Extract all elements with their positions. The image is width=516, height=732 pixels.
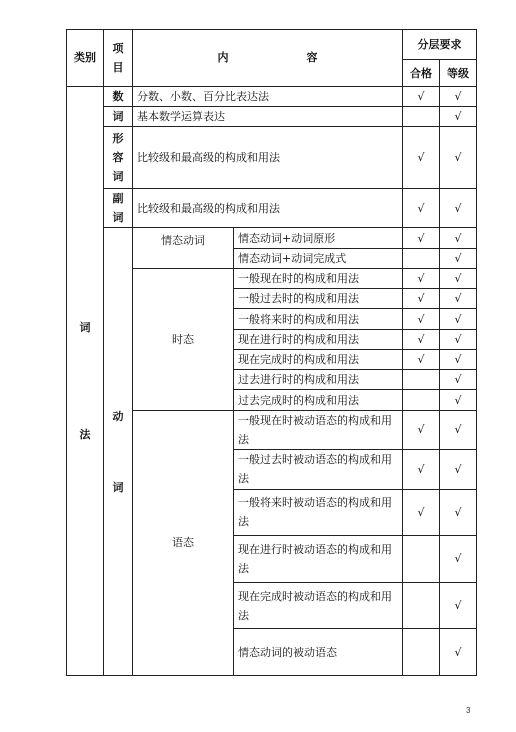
row-pass: √ bbox=[403, 329, 440, 349]
row-grade: √ bbox=[440, 582, 477, 629]
header-category: 类别 bbox=[67, 30, 104, 87]
row-grade: √ bbox=[440, 268, 477, 288]
row-content: 一般现在时的构成和用法 bbox=[234, 268, 403, 288]
row-content: 过去完成时的构成和用法 bbox=[234, 390, 403, 410]
header-pass: 合格 bbox=[403, 60, 440, 86]
row-grade: √ bbox=[440, 309, 477, 329]
row-content: 现在进行时被动语态的构成和用法 bbox=[234, 536, 403, 583]
item-verb bbox=[104, 228, 133, 676]
item-adjective-char-3: 词 bbox=[112, 170, 124, 184]
row-content: 比较级和最高级的构成和用法 bbox=[133, 188, 403, 227]
row-content: 过去进行时的构成和用法 bbox=[234, 370, 403, 390]
row-grade: √ bbox=[440, 329, 477, 349]
row-grade: √ bbox=[440, 349, 477, 369]
row-grade: √ bbox=[440, 127, 477, 189]
row-content: 一般过去时的构成和用法 bbox=[234, 289, 403, 309]
subgroup-voice: 语态 bbox=[133, 410, 234, 675]
item-adverb bbox=[104, 188, 133, 227]
subgroup-modal: 情态动词 bbox=[133, 228, 234, 269]
item-adjective-char-1: 形 bbox=[112, 132, 124, 146]
row-grade: √ bbox=[440, 188, 477, 227]
row-pass bbox=[403, 582, 440, 629]
row-pass bbox=[403, 106, 440, 126]
row-pass: √ bbox=[403, 450, 440, 489]
row-pass: √ bbox=[403, 228, 440, 248]
row-grade: √ bbox=[440, 629, 477, 676]
row-grade: √ bbox=[440, 450, 477, 489]
item-numeral-1: 数 bbox=[104, 86, 133, 106]
category-char-1: 词 bbox=[79, 320, 91, 334]
row-pass: √ bbox=[403, 289, 440, 309]
row-pass: √ bbox=[403, 489, 440, 536]
row-grade: √ bbox=[440, 536, 477, 583]
item-adverb-char-1: 副 bbox=[112, 192, 124, 206]
row-grade: √ bbox=[440, 370, 477, 390]
item-verb-char-1: 动 bbox=[112, 409, 124, 423]
page-number: 3 bbox=[466, 706, 471, 715]
row-grade: √ bbox=[440, 248, 477, 268]
row-content: 情态动词的被动语态 bbox=[234, 629, 403, 676]
header-item-char-1: 项 bbox=[112, 41, 124, 55]
row-grade: √ bbox=[440, 489, 477, 536]
row-pass: √ bbox=[403, 410, 440, 449]
row-pass: √ bbox=[403, 309, 440, 329]
category-cell bbox=[67, 86, 104, 675]
item-numeral-2: 词 bbox=[104, 106, 133, 126]
header-item-char-2: 目 bbox=[112, 60, 124, 74]
row-content: 现在完成时被动语态的构成和用法 bbox=[234, 582, 403, 629]
row-content: 情态动词+动词完成式 bbox=[234, 248, 403, 268]
header-item bbox=[104, 30, 133, 87]
row-pass: √ bbox=[403, 188, 440, 227]
row-content: 分数、小数、百分比表达法 bbox=[133, 86, 403, 106]
row-pass bbox=[403, 629, 440, 676]
row-pass: √ bbox=[403, 268, 440, 288]
row-pass: √ bbox=[403, 86, 440, 106]
row-grade: √ bbox=[440, 410, 477, 449]
row-content: 现在完成时的构成和用法 bbox=[234, 349, 403, 369]
row-grade: √ bbox=[440, 86, 477, 106]
item-adverb-char-2: 词 bbox=[112, 211, 124, 225]
row-content: 一般将来时的构成和用法 bbox=[234, 309, 403, 329]
row-pass: √ bbox=[403, 127, 440, 189]
row-content: 一般现在时被动语态的构成和用法 bbox=[234, 410, 403, 449]
row-content: 基本数学运算表达 bbox=[133, 106, 403, 126]
row-pass: √ bbox=[403, 349, 440, 369]
row-grade: √ bbox=[440, 228, 477, 248]
subgroup-tense: 时态 bbox=[133, 268, 234, 410]
header-content-char-1: 内 bbox=[217, 51, 229, 65]
row-content: 现在进行时的构成和用法 bbox=[234, 329, 403, 349]
item-verb-char-2: 词 bbox=[112, 480, 124, 494]
row-content: 一般过去时被动语态的构成和用法 bbox=[234, 450, 403, 489]
item-adjective-char-2: 容 bbox=[112, 151, 124, 165]
row-pass bbox=[403, 390, 440, 410]
row-content: 情态动词+动词原形 bbox=[234, 228, 403, 248]
row-content: 一般将来时被动语态的构成和用法 bbox=[234, 489, 403, 536]
row-pass bbox=[403, 248, 440, 268]
header-grade: 等级 bbox=[440, 60, 477, 86]
row-grade: √ bbox=[440, 390, 477, 410]
row-pass bbox=[403, 370, 440, 390]
row-grade: √ bbox=[440, 106, 477, 126]
header-levels: 分层要求 bbox=[403, 30, 477, 60]
item-adjective bbox=[104, 127, 133, 189]
header-content-char-2: 容 bbox=[306, 51, 318, 65]
header-content bbox=[133, 30, 403, 87]
requirements-table bbox=[66, 29, 477, 676]
row-grade: √ bbox=[440, 289, 477, 309]
row-content: 比较级和最高级的构成和用法 bbox=[133, 127, 403, 189]
row-pass bbox=[403, 536, 440, 583]
category-char-2: 法 bbox=[79, 427, 91, 441]
